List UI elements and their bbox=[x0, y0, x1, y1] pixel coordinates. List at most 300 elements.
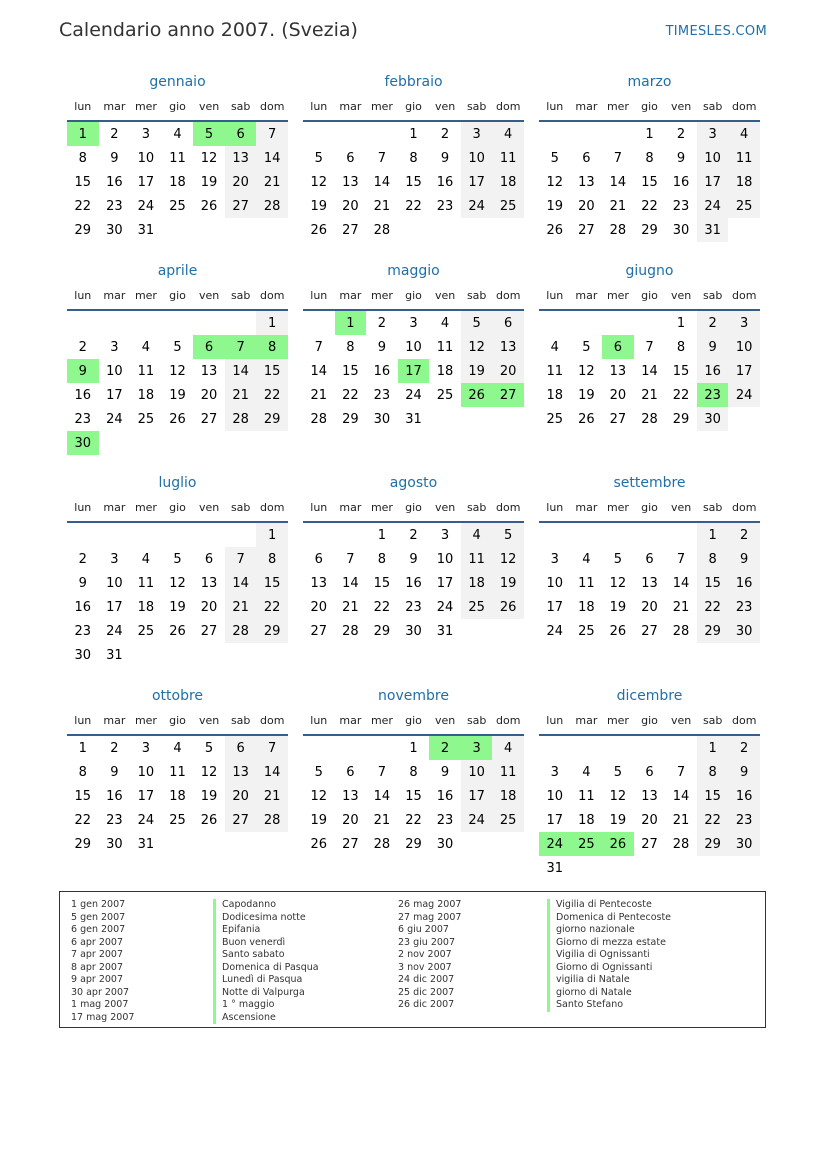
legend-holiday-name: Domenica di Pentecoste bbox=[547, 912, 671, 925]
empty-cell bbox=[193, 523, 225, 547]
weekday-label: gio bbox=[405, 501, 422, 514]
day-cell: 16 bbox=[436, 788, 454, 804]
empty-cell bbox=[602, 523, 634, 547]
weekday-label: mar bbox=[575, 289, 598, 302]
day-grid bbox=[67, 523, 288, 667]
day-cell: 31 bbox=[106, 647, 123, 663]
holiday-day-cell: 5 bbox=[193, 122, 225, 146]
month-name: gennaio bbox=[149, 74, 206, 90]
day-cell: 30 bbox=[728, 832, 760, 856]
day-cell: 21 bbox=[310, 387, 328, 403]
day-cell: 21 bbox=[256, 170, 288, 194]
month-name: agosto bbox=[389, 475, 438, 491]
day-cell: 29 bbox=[74, 222, 92, 238]
day-cell: 15 bbox=[405, 174, 422, 190]
day-cell: 4 bbox=[582, 551, 591, 567]
day-cell: 14 bbox=[256, 760, 288, 784]
day-cell: 25 bbox=[461, 595, 493, 619]
day-cell: 12 bbox=[546, 174, 564, 190]
day-cell: 3 bbox=[461, 122, 493, 146]
day-cell: 15 bbox=[256, 571, 288, 595]
day-cell: 17 bbox=[137, 788, 155, 804]
weekday-label: lun bbox=[74, 289, 92, 302]
day-cell: 14 bbox=[373, 788, 391, 804]
day-cell: 14 bbox=[373, 174, 391, 190]
day-cell: 20 bbox=[342, 812, 359, 828]
day-cell: 18 bbox=[578, 599, 595, 615]
month-name: maggio bbox=[387, 263, 440, 279]
month-gennaio bbox=[67, 72, 288, 242]
legend-holiday-name: Dodicesima notte bbox=[213, 912, 319, 925]
weekday-label: ven bbox=[198, 100, 220, 113]
day-cell: 15 bbox=[373, 575, 391, 591]
day-cell: 18 bbox=[492, 170, 524, 194]
day-cell: 22 bbox=[641, 198, 658, 214]
day-cell: 16 bbox=[106, 788, 123, 804]
day-cell: 10 bbox=[436, 551, 454, 567]
day-cell: 23 bbox=[106, 198, 123, 214]
empty-cell bbox=[539, 122, 571, 146]
day-cell: 21 bbox=[672, 599, 690, 615]
legend-holiday-name: giorno nazionale bbox=[547, 924, 671, 937]
legend-date: 27 mag 2007 bbox=[398, 911, 462, 923]
day-cell: 14 bbox=[672, 575, 690, 591]
day-cell: 9 bbox=[110, 764, 119, 780]
legend-date: 26 mag 2007 bbox=[398, 899, 462, 910]
weekday-label: gio bbox=[641, 289, 658, 302]
empty-cell bbox=[728, 218, 760, 242]
weekday-label: mar bbox=[339, 714, 362, 727]
day-cell: 29 bbox=[697, 832, 729, 856]
day-cell: 13 bbox=[641, 788, 658, 804]
day-cell: 27 bbox=[225, 194, 257, 218]
empty-cell bbox=[571, 311, 603, 335]
empty-cell bbox=[461, 218, 493, 242]
day-cell: 13 bbox=[609, 363, 627, 379]
legend-date: 25 dic 2007 bbox=[398, 986, 455, 998]
weekday-label: lun bbox=[546, 714, 564, 727]
day-cell: 7 bbox=[346, 551, 355, 567]
day-cell: 28 bbox=[342, 623, 359, 639]
empty-cell bbox=[492, 619, 524, 643]
empty-cell bbox=[256, 643, 288, 667]
day-cell: 10 bbox=[137, 150, 155, 166]
day-cell: 10 bbox=[106, 575, 123, 591]
day-cell: 21 bbox=[641, 387, 658, 403]
day-cell: 5 bbox=[314, 150, 323, 166]
empty-cell bbox=[162, 218, 194, 242]
weekday-header bbox=[539, 285, 760, 311]
day-cell: 16 bbox=[728, 784, 760, 808]
holiday-day-cell: 30 bbox=[67, 431, 99, 455]
day-cell: 21 bbox=[225, 595, 257, 619]
day-cell: 18 bbox=[728, 170, 760, 194]
empty-cell bbox=[697, 856, 729, 880]
day-cell: 18 bbox=[578, 812, 595, 828]
day-cell: 12 bbox=[609, 788, 627, 804]
brand-link[interactable]: TIMESLES.COM bbox=[665, 24, 767, 39]
day-cell: 19 bbox=[461, 359, 493, 383]
empty-cell bbox=[303, 523, 335, 547]
day-cell: 8 bbox=[409, 150, 418, 166]
day-cell: 19 bbox=[310, 812, 328, 828]
empty-cell bbox=[99, 311, 131, 335]
day-cell: 11 bbox=[578, 575, 595, 591]
day-cell: 15 bbox=[697, 784, 729, 808]
weekday-label: mar bbox=[339, 501, 362, 514]
day-cell: 15 bbox=[256, 359, 288, 383]
empty-cell bbox=[728, 407, 760, 431]
weekday-label: dom bbox=[732, 714, 757, 727]
weekday-label: dom bbox=[260, 501, 285, 514]
weekday-label: mer bbox=[370, 100, 393, 113]
day-cell: 19 bbox=[169, 387, 186, 403]
day-cell: 23 bbox=[436, 198, 454, 214]
day-cell: 19 bbox=[492, 571, 524, 595]
day-cell: 21 bbox=[609, 198, 627, 214]
day-cell: 23 bbox=[672, 198, 690, 214]
weekday-label: dom bbox=[732, 289, 757, 302]
weekday-label: dom bbox=[732, 100, 757, 113]
day-cell: 17 bbox=[461, 784, 493, 808]
empty-cell bbox=[193, 832, 225, 856]
day-grid bbox=[303, 736, 524, 856]
weekday-label: mar bbox=[103, 714, 126, 727]
legend-date: 3 nov 2007 bbox=[398, 961, 452, 973]
day-cell: 15 bbox=[405, 788, 422, 804]
holiday-day-cell: 27 bbox=[492, 383, 524, 407]
holiday-day-cell: 1 bbox=[335, 311, 367, 335]
weekday-label: mer bbox=[606, 100, 629, 113]
weekday-label: mer bbox=[134, 100, 157, 113]
empty-cell bbox=[539, 736, 571, 760]
empty-cell bbox=[162, 431, 194, 455]
legend-holiday-name: Vigilia di Pentecoste bbox=[547, 899, 671, 912]
empty-cell bbox=[539, 523, 571, 547]
day-cell: 20 bbox=[578, 198, 595, 214]
day-cell: 29 bbox=[256, 619, 288, 643]
day-cell: 8 bbox=[78, 764, 87, 780]
day-cell: 7 bbox=[645, 339, 654, 355]
day-cell: 30 bbox=[728, 619, 760, 643]
day-cell: 15 bbox=[342, 363, 359, 379]
day-cell: 2 bbox=[377, 315, 387, 331]
day-cell: 31 bbox=[137, 836, 155, 852]
day-cell: 3 bbox=[440, 527, 450, 543]
day-cell: 17 bbox=[546, 599, 564, 615]
day-cell: 28 bbox=[609, 222, 627, 238]
day-cell: 25 bbox=[169, 198, 186, 214]
empty-cell bbox=[67, 311, 99, 335]
day-grid bbox=[67, 311, 288, 455]
weekday-label: dom bbox=[496, 100, 521, 113]
day-cell: 24 bbox=[728, 383, 760, 407]
day-cell: 17 bbox=[436, 575, 454, 591]
day-cell: 14 bbox=[672, 788, 690, 804]
empty-cell bbox=[225, 832, 257, 856]
day-cell: 16 bbox=[672, 174, 690, 190]
day-cell: 29 bbox=[256, 407, 288, 431]
day-cell: 30 bbox=[106, 222, 123, 238]
empty-cell bbox=[602, 856, 634, 880]
month-luglio bbox=[67, 473, 288, 667]
day-cell: 3 bbox=[110, 339, 119, 355]
day-cell: 11 bbox=[137, 363, 155, 379]
day-grid bbox=[539, 311, 760, 431]
weekday-label: gio bbox=[169, 714, 186, 727]
empty-cell bbox=[130, 311, 162, 335]
day-cell: 27 bbox=[342, 836, 359, 852]
day-cell: 19 bbox=[578, 387, 595, 403]
empty-cell bbox=[366, 122, 398, 146]
day-cell: 2 bbox=[728, 736, 760, 760]
day-cell: 8 bbox=[78, 150, 87, 166]
legend-date: 9 apr 2007 bbox=[71, 974, 124, 985]
empty-cell bbox=[225, 643, 257, 667]
legend-date: 2 nov 2007 bbox=[398, 949, 452, 960]
empty-cell bbox=[571, 523, 603, 547]
month-name: aprile bbox=[157, 263, 198, 279]
empty-cell bbox=[193, 218, 225, 242]
day-cell: 6 bbox=[645, 764, 654, 780]
empty-cell bbox=[225, 431, 257, 455]
day-cell: 14 bbox=[256, 146, 288, 170]
day-cell: 18 bbox=[436, 363, 454, 379]
day-cell: 23 bbox=[405, 599, 422, 615]
empty-cell bbox=[130, 523, 162, 547]
weekday-label: mer bbox=[134, 289, 157, 302]
month-ottobre bbox=[67, 686, 288, 856]
weekday-label: dom bbox=[496, 714, 521, 727]
day-cell: 22 bbox=[256, 595, 288, 619]
holiday-day-cell: 25 bbox=[571, 832, 603, 856]
empty-cell bbox=[634, 311, 666, 335]
day-cell: 11 bbox=[492, 760, 524, 784]
day-cell: 6 bbox=[645, 551, 654, 567]
day-cell: 28 bbox=[310, 411, 328, 427]
day-cell: 1 bbox=[78, 740, 87, 756]
day-cell: 1 bbox=[256, 523, 288, 547]
holiday-day-cell: 6 bbox=[225, 122, 257, 146]
weekday-label: sab bbox=[702, 289, 723, 302]
day-cell: 26 bbox=[310, 836, 328, 852]
day-cell: 13 bbox=[342, 174, 359, 190]
empty-cell bbox=[256, 431, 288, 455]
weekday-header bbox=[67, 96, 288, 122]
day-cell: 17 bbox=[697, 170, 729, 194]
day-cell: 4 bbox=[492, 736, 524, 760]
weekday-label: sab bbox=[230, 100, 251, 113]
month-name: febbraio bbox=[384, 74, 443, 90]
weekday-label: mar bbox=[339, 100, 362, 113]
day-cell: 28 bbox=[256, 808, 288, 832]
month-name: giugno bbox=[625, 263, 674, 279]
day-cell: 24 bbox=[461, 808, 493, 832]
day-cell: 4 bbox=[141, 339, 151, 355]
day-cell: 3 bbox=[141, 126, 151, 142]
day-cell: 27 bbox=[310, 623, 328, 639]
empty-cell bbox=[225, 523, 257, 547]
legend-dates-col-2 bbox=[398, 899, 461, 1012]
day-cell: 29 bbox=[405, 836, 422, 852]
day-cell: 20 bbox=[492, 359, 524, 383]
weekday-header bbox=[303, 285, 524, 311]
day-cell: 20 bbox=[342, 198, 359, 214]
day-cell: 25 bbox=[169, 812, 186, 828]
day-cell: 6 bbox=[204, 551, 214, 567]
day-grid bbox=[539, 122, 760, 242]
day-cell: 30 bbox=[697, 407, 729, 431]
legend-date: 30 apr 2007 bbox=[71, 986, 130, 998]
holiday-day-cell: 6 bbox=[193, 335, 225, 359]
day-cell: 4 bbox=[173, 126, 182, 142]
day-cell: 24 bbox=[461, 194, 493, 218]
day-cell: 22 bbox=[74, 198, 92, 214]
weekday-label: sab bbox=[702, 100, 723, 113]
day-cell: 6 bbox=[225, 736, 257, 760]
empty-cell bbox=[256, 832, 288, 856]
day-cell: 10 bbox=[546, 575, 564, 591]
day-cell: 6 bbox=[346, 150, 355, 166]
day-cell: 14 bbox=[225, 359, 257, 383]
day-cell: 20 bbox=[200, 387, 218, 403]
day-cell: 26 bbox=[609, 623, 627, 639]
day-cell: 1 bbox=[409, 126, 418, 142]
day-cell: 23 bbox=[728, 808, 760, 832]
weekday-label: mer bbox=[606, 714, 629, 727]
empty-cell bbox=[162, 832, 194, 856]
day-cell: 13 bbox=[225, 760, 257, 784]
weekday-label: mer bbox=[134, 714, 157, 727]
day-cell: 2 bbox=[409, 527, 418, 543]
weekday-label: mer bbox=[606, 289, 629, 302]
weekday-label: mer bbox=[370, 501, 393, 514]
day-cell: 16 bbox=[436, 174, 454, 190]
day-cell: 30 bbox=[436, 836, 454, 852]
legend-names-col-1 bbox=[213, 899, 319, 1024]
month-name: marzo bbox=[627, 74, 672, 90]
day-grid bbox=[539, 736, 760, 880]
empty-cell bbox=[193, 311, 225, 335]
month-name: ottobre bbox=[151, 688, 204, 704]
legend-holiday-name: Epifania bbox=[213, 924, 319, 937]
day-cell: 5 bbox=[461, 311, 493, 335]
weekday-label: lun bbox=[310, 714, 328, 727]
day-cell: 9 bbox=[728, 760, 760, 784]
legend-holiday-name: Lunedì di Pasqua bbox=[213, 974, 319, 987]
empty-cell bbox=[335, 122, 367, 146]
day-cell: 17 bbox=[106, 387, 123, 403]
day-cell: 31 bbox=[436, 623, 454, 639]
weekday-label: dom bbox=[260, 289, 285, 302]
day-cell: 1 bbox=[676, 315, 686, 331]
holiday-legend bbox=[59, 891, 766, 1028]
day-cell: 2 bbox=[440, 126, 450, 142]
empty-cell bbox=[539, 311, 571, 335]
day-cell: 31 bbox=[137, 222, 155, 238]
empty-cell bbox=[130, 431, 162, 455]
month-marzo bbox=[539, 72, 760, 242]
weekday-label: dom bbox=[496, 289, 521, 302]
day-cell: 20 bbox=[225, 170, 257, 194]
day-cell: 3 bbox=[728, 311, 760, 335]
day-cell: 10 bbox=[697, 146, 729, 170]
weekday-label: sab bbox=[230, 289, 251, 302]
day-cell: 20 bbox=[641, 599, 658, 615]
day-cell: 16 bbox=[405, 575, 422, 591]
day-cell: 26 bbox=[492, 595, 524, 619]
day-cell: 24 bbox=[405, 387, 422, 403]
day-cell: 1 bbox=[645, 126, 654, 142]
weekday-label: dom bbox=[260, 100, 285, 113]
legend-holiday-name: 1 ° maggio bbox=[213, 999, 319, 1012]
day-cell: 27 bbox=[641, 623, 658, 639]
day-cell: 3 bbox=[550, 551, 559, 567]
day-cell: 5 bbox=[492, 523, 524, 547]
day-grid bbox=[303, 523, 524, 643]
empty-cell bbox=[335, 523, 367, 547]
empty-cell bbox=[130, 643, 162, 667]
legend-holiday-name: Vigilia di Ognissanti bbox=[547, 949, 671, 962]
day-cell: 25 bbox=[728, 194, 760, 218]
month-name: luglio bbox=[158, 475, 197, 491]
day-cell: 3 bbox=[141, 740, 151, 756]
day-cell: 14 bbox=[609, 174, 627, 190]
day-cell: 5 bbox=[582, 339, 591, 355]
day-cell: 27 bbox=[200, 411, 218, 427]
day-cell: 1 bbox=[377, 527, 387, 543]
weekday-label: mer bbox=[370, 289, 393, 302]
day-cell: 27 bbox=[225, 808, 257, 832]
empty-cell bbox=[634, 523, 666, 547]
day-cell: 1 bbox=[697, 736, 729, 760]
day-cell: 11 bbox=[546, 363, 564, 379]
day-cell: 20 bbox=[225, 784, 257, 808]
empty-cell bbox=[429, 218, 461, 242]
day-cell: 13 bbox=[225, 146, 257, 170]
legend-date: 23 giu 2007 bbox=[398, 936, 455, 948]
day-cell: 11 bbox=[578, 788, 595, 804]
day-cell: 20 bbox=[310, 599, 328, 615]
weekday-label: gio bbox=[641, 714, 658, 727]
empty-cell bbox=[461, 832, 493, 856]
day-cell: 5 bbox=[314, 764, 323, 780]
day-cell: 13 bbox=[200, 575, 218, 591]
day-cell: 31 bbox=[697, 218, 729, 242]
day-cell: 12 bbox=[200, 150, 218, 166]
legend-dates-col-1 bbox=[71, 899, 134, 1024]
weekday-label: ven bbox=[198, 289, 220, 302]
empty-cell bbox=[162, 311, 194, 335]
day-cell: 28 bbox=[373, 836, 391, 852]
weekday-label: dom bbox=[732, 501, 757, 514]
empty-cell bbox=[634, 856, 666, 880]
day-cell: 26 bbox=[310, 222, 328, 238]
legend-date: 7 apr 2007 bbox=[71, 949, 124, 960]
weekday-label: lun bbox=[546, 289, 564, 302]
day-cell: 11 bbox=[436, 339, 454, 355]
day-cell: 2 bbox=[728, 523, 760, 547]
day-cell: 5 bbox=[173, 551, 182, 567]
day-cell: 17 bbox=[546, 812, 564, 828]
weekday-label: sab bbox=[702, 714, 723, 727]
day-cell: 27 bbox=[641, 836, 658, 852]
empty-cell bbox=[492, 832, 524, 856]
day-cell: 12 bbox=[310, 174, 328, 190]
day-cell: 28 bbox=[256, 194, 288, 218]
day-cell: 21 bbox=[342, 599, 359, 615]
day-cell: 5 bbox=[613, 764, 623, 780]
